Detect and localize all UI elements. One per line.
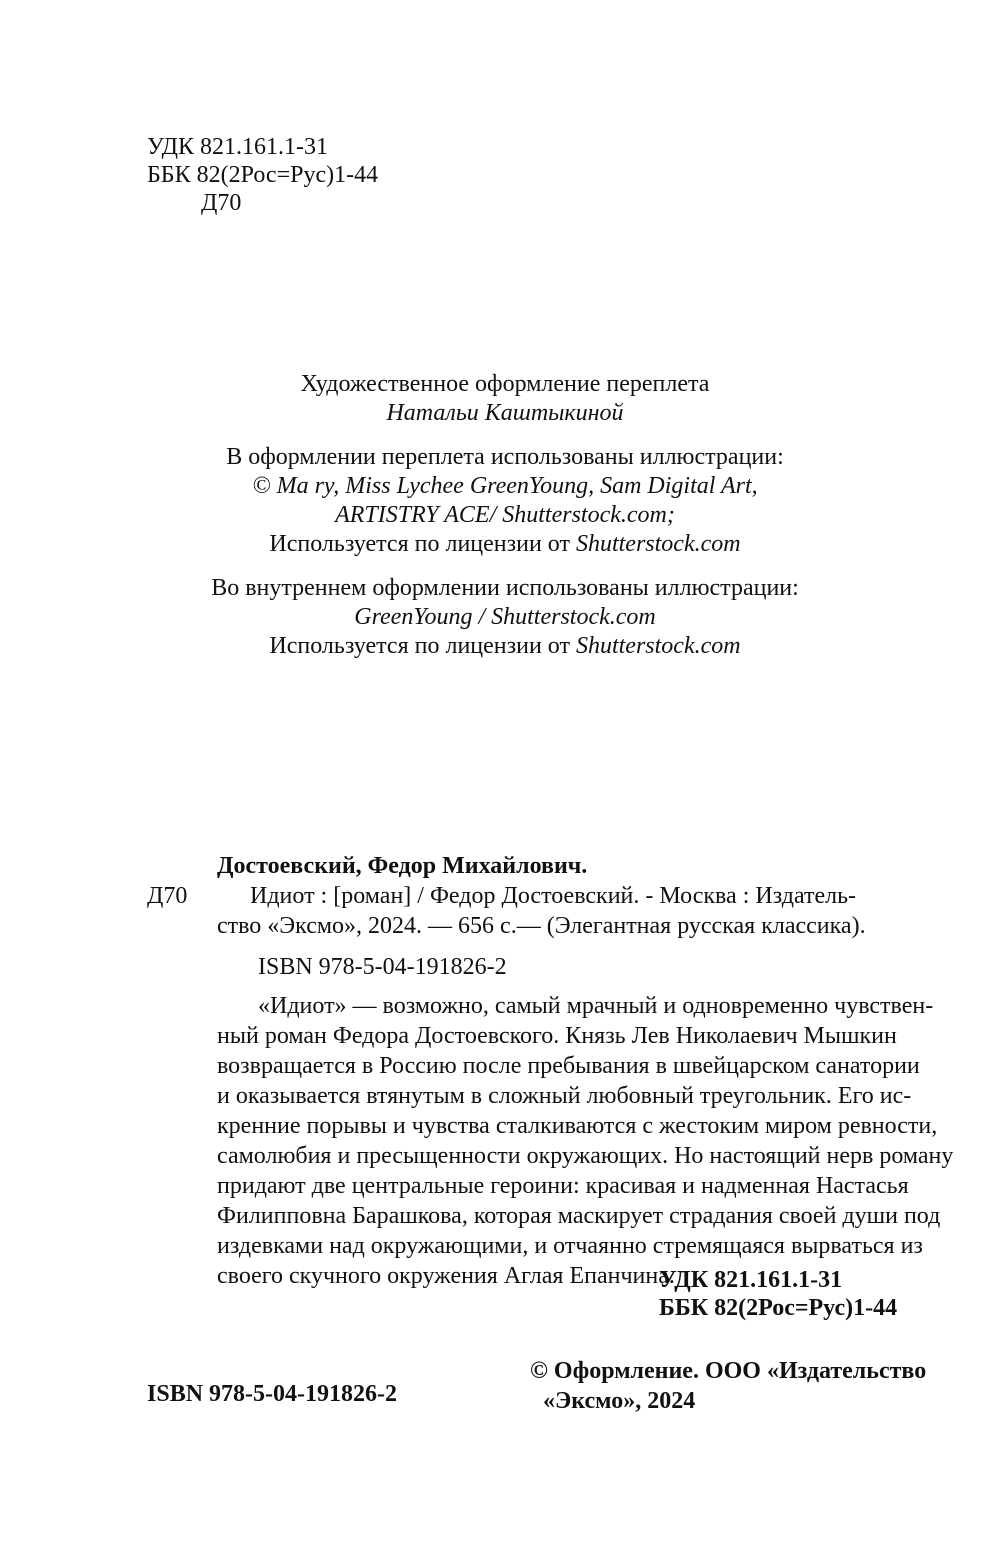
cover-license-line	[160, 530, 850, 559]
inner-license-source: Shutterstock.com	[575, 633, 741, 659]
annotation-line: своего скучного окружения Аглая Епанчина.	[217, 1263, 675, 1289]
bibliographic-description-line-1: Идиот : [роман] / Федор Достоевский. - Москва : Издатель-	[250, 883, 857, 909]
bbk-code: ББК 82(2Рос=Рус)1-44	[147, 162, 379, 188]
cover-license-prefix: Используется по лицензии от	[269, 531, 576, 557]
bbk-code-bottom: ББК 82(2Рос=Рус)1-44	[659, 1295, 898, 1321]
annotation-line: ный роман Федора Достоевского. Князь Лев Николаевич Мышкин	[217, 1023, 897, 1049]
inner-license-prefix: Используется по лицензии от	[269, 633, 576, 659]
book-author: Достоевский, Федор Михайлович.	[217, 853, 588, 879]
inner-illustrations-credit	[160, 574, 850, 661]
classification-top	[147, 133, 378, 217]
bibliographic-description-line-2: ство «Эксмо», 2024. — 656 с.— (Элегантная русская классика).	[217, 913, 866, 939]
bibliographic-index: Д70	[147, 883, 188, 909]
classification-bottom	[659, 1266, 897, 1322]
udk-code: УДК 821.161.1-31	[147, 134, 328, 160]
cover-design-label: Художественное оформление переплета	[300, 371, 710, 397]
cover-illustrations-credit-2: ARTISTRY ACE/ Shutterstock.com;	[335, 502, 675, 528]
cover-illustrations-credit-1: © Ma ry, Miss Lychee GreenYoung, Sam Digital Art,	[252, 473, 758, 499]
udk-code-bottom: УДК 821.161.1-31	[659, 1267, 843, 1293]
copyright-line-2: «Эксмо», 2024	[543, 1388, 696, 1414]
author-mark: Д70	[201, 190, 242, 216]
bibliographic-isbn: ISBN 978-5-04-191826-2	[258, 954, 507, 980]
annotation-line: возвращается в Россию после пребывания в швейцарском санатории	[217, 1053, 920, 1079]
annotation-line: кренние порывы и чувства сталкиваются с жестоким миром ревности,	[217, 1113, 938, 1139]
cover-illustrations-credit	[160, 443, 850, 559]
book-annotation	[217, 991, 954, 1291]
inner-license-line	[160, 632, 850, 661]
annotation-line: и оказывается втянутым в сложный любовный треугольник. Его ис-	[217, 1083, 912, 1109]
copyright-line-1: © Оформление. ООО «Издательство	[530, 1358, 927, 1384]
inner-illustrations-label: Во внутреннем оформлении использованы иллюстрации:	[211, 575, 799, 601]
isbn-bottom: ISBN 978-5-04-191826-2	[147, 1381, 397, 1407]
annotation-line: издевками над окружающими, и отчаянно стремящаяся вырваться из	[217, 1233, 923, 1259]
annotation-line: Филипповна Барашкова, которая маскирует страдания своей души под	[217, 1203, 941, 1229]
cover-illustrations-label: В оформлении переплета использованы иллюстрации:	[226, 444, 784, 470]
annotation-line: самолюбия и пресыщенности окружающих. Но настоящий нерв роману	[217, 1143, 954, 1169]
inner-illustrations-credit: GreenYoung / Shutterstock.com	[354, 604, 656, 630]
annotation-line: «Идиот» — возможно, самый мрачный и одновременно чувствен-	[258, 993, 934, 1019]
cover-license-source: Shutterstock.com	[575, 531, 741, 557]
copyright-notice	[530, 1356, 926, 1416]
cover-designer-name: Натальи Каштыкиной	[386, 400, 624, 426]
cover-design-credit	[160, 370, 850, 428]
annotation-line: придают две центральные героини: красивая и надменная Настасья	[217, 1173, 909, 1199]
